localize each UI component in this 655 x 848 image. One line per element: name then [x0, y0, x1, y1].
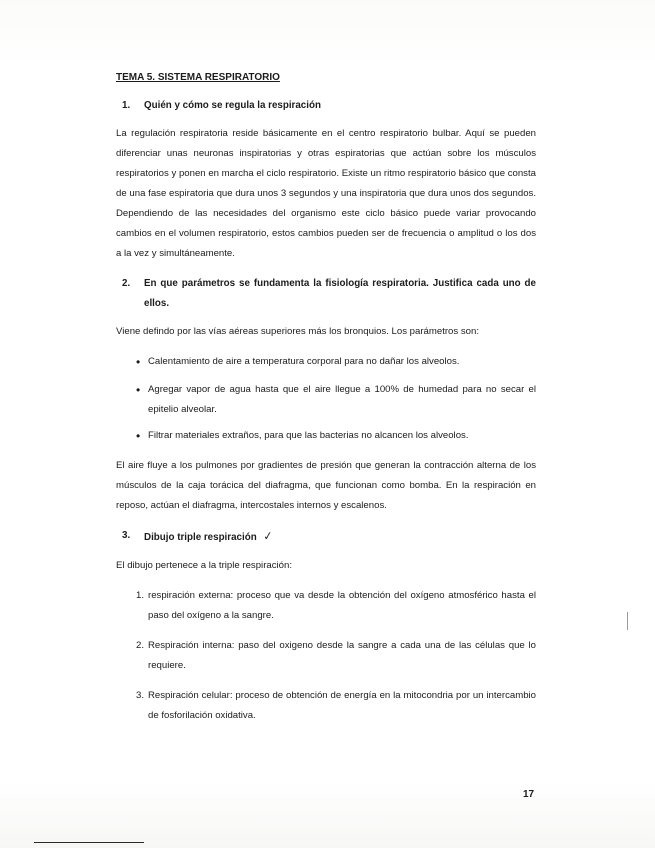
section-1-body: La regulación respiratoria reside básicamente en el centro respiratorio bulbar. Aquí se pueden diferenciar unas neuronas inspiratorias y otras espiratorias que actúan sobre los músculos respiratorios y ponen en marcha el ciclo respiratorio. Existe un ritmo respiratorio básico que consta de una fase espiratoria que dura unos 3 segundos y una inspiratoria que dura unos dos segundos. Dependiendo de las necesidades del organismo este ciclo básico puede variar provocando cambios en el volumen respiratorio, estos cambios pueden ser de frecuencia o amplitud o los dos a la vez y simultáneamente.	[116, 128, 536, 259]
list-item-text: Agregar vapor de agua hasta que el aire llegue a 100% de humedad para no secar el epitelio alveolar.	[148, 384, 536, 415]
section-number: 2.	[122, 278, 131, 289]
section-3-intro: El dibujo pertenece a la triple respiración:	[116, 560, 292, 571]
list-item-text: Respiración interna: paso del oxigeno desde la sangre a cada una de las células que lo requiere.	[148, 640, 536, 671]
section-1-heading	[116, 96, 536, 116]
list-item	[116, 636, 536, 676]
section-heading-text: En que parámetros se fundamenta la fisiología respiratoria. Justifica cada uno de ellos.	[144, 278, 536, 309]
document-title: TEMA 5. SISTEMA RESPIRATORIO	[116, 72, 280, 83]
checkmark-icon: ✓	[261, 528, 274, 544]
section-number: 1.	[122, 100, 131, 111]
list-item-number: 3.	[136, 690, 145, 701]
section-2-intro: Viene defindo por las vías aéreas superiores más los bronquios. Los parámetros son:	[116, 326, 479, 337]
respiration-types-list	[116, 586, 536, 726]
list-item-text: respiración externa: proceso que va desde la obtención del oxígeno atmosférico hasta el paso del oxígeno a la sangre.	[148, 590, 536, 621]
section-2-closing: El aire fluye a los pulmones por gradientes de presión que generan la contracción alterna de los músculos de la caja torácica del diafragma, que funcionan como bomba. En la respiración en reposo, actúan el diafragma, intercostales internos y escalenos.	[116, 460, 536, 511]
scan-edge-line	[34, 842, 144, 843]
list-item	[116, 686, 536, 726]
list-item-number: 1.	[136, 590, 145, 601]
scan-artifact	[627, 612, 628, 630]
bullet-icon	[116, 352, 148, 374]
section-2-heading	[116, 274, 536, 314]
list-item-number: 2.	[136, 640, 145, 651]
list-item-text: Calentamiento de aire a temperatura corporal para no dañar los alveolos.	[148, 356, 460, 367]
section-heading-text: Dibujo triple respiración	[144, 532, 257, 543]
bullet-icon	[116, 380, 148, 420]
list-item	[116, 380, 536, 420]
list-item-text: Filtrar materiales extraños, para que las bacterias no alcancen los alveolos.	[148, 430, 469, 441]
bullet-icon	[116, 426, 148, 448]
list-item	[116, 586, 536, 626]
list-item-text: Respiración celular: proceso de obtención de energía en la mitocondria por un intercambio de fosforilación oxidativa.	[148, 690, 536, 721]
page-content	[116, 68, 536, 736]
page-number: 17	[523, 789, 535, 800]
section-heading-text: Quién y cómo se regula la respiración	[144, 100, 321, 111]
list-item	[116, 352, 536, 374]
parameters-list	[116, 352, 536, 448]
section-number: 3.	[122, 530, 131, 541]
list-item	[116, 426, 536, 448]
section-3-heading	[116, 526, 536, 548]
